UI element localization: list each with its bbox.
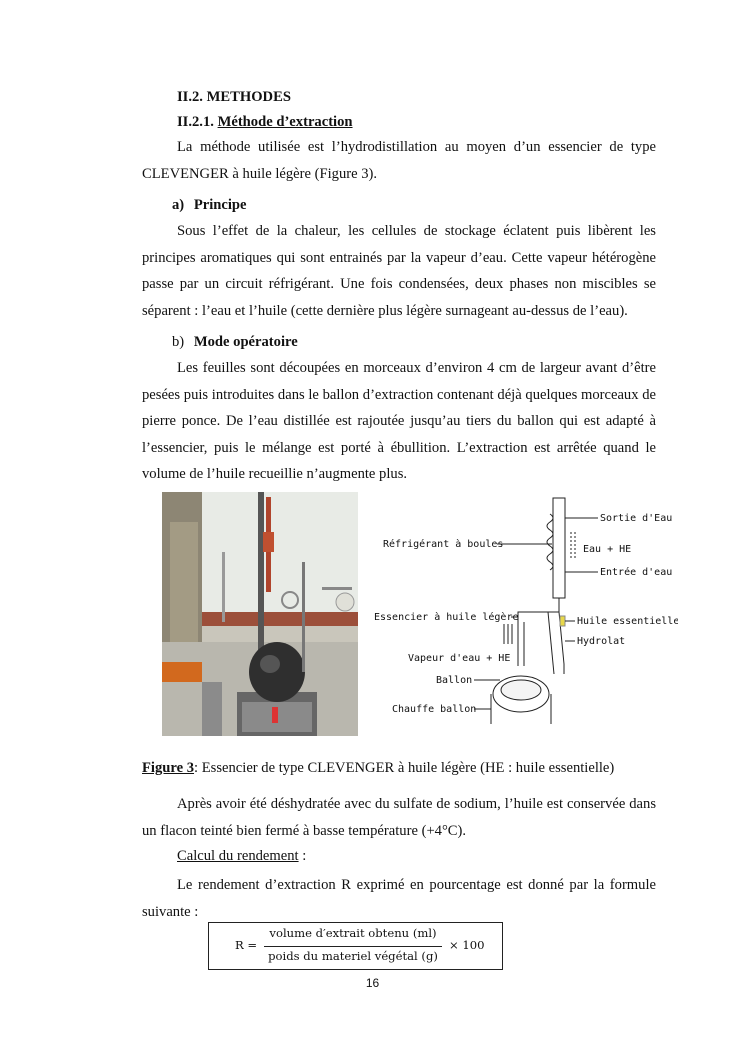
clevenger-diagram: [368, 494, 678, 724]
label-ballon: Ballon: [436, 675, 473, 686]
formula-numerator: volume d′extrait obtenu (ml): [269, 926, 437, 940]
section-heading: II.2. METHODES: [177, 89, 291, 105]
principe-title: Principe: [193, 197, 247, 213]
yield-formula-box: [208, 922, 503, 970]
rendement-title-suffix: :: [298, 848, 307, 864]
formula-lhs: R =: [235, 938, 258, 952]
clevenger-diagram-drawing: [368, 494, 678, 724]
label-huile-essentielle: Huile essentielle: [577, 616, 678, 627]
label-entree-eau: Entrée d'eau: [600, 567, 673, 578]
subsection-number: II.2.1.: [177, 114, 214, 130]
rendement-paragraph: Le rendement d’extraction R exprimé en pourcentage est donné par la formule suivante :: [142, 877, 656, 920]
page-number: 16: [365, 976, 380, 990]
label-vapeur: Vapeur d'eau + HE: [408, 653, 511, 664]
label-essencier: Essencier à huile légère: [374, 612, 519, 623]
label-eau-he: Eau + HE: [583, 544, 632, 555]
figure-caption-text: : Essencier de type CLEVENGER à huile légère (HE : huile essentielle): [194, 760, 615, 776]
mode-title: Mode opératoire: [193, 334, 298, 350]
principe-heading: [172, 197, 247, 214]
apparatus-photo: [162, 492, 358, 736]
label-hydrolat: Hydrolat: [577, 636, 626, 647]
label-refrigerant: Réfrigérant à boules: [383, 539, 504, 550]
conservation-paragraph: Après avoir été déshydratée avec du sulfate de sodium, l’huile est conservée dans un flacon teinté bien fermé à basse température (+4°C).: [142, 796, 656, 839]
condenser-coils: [547, 514, 553, 570]
intro-paragraph: La méthode utilisée est l’hydrodistillation au moyen d’un essencier de type CLEVENGER à huile légère (Figure 3).: [142, 139, 656, 182]
rendement-heading: [177, 848, 306, 865]
formula-fraction-bar: [264, 946, 442, 947]
principe-paragraph: Sous l’effet de la chaleur, les cellules de stockage éclatent puis libèrent les principes aromatiques qui sont entrainés par la vapeur d’eau. Cette vapeur hétérogène passe par un circuit réfrigérant. Une fois condensées, deux phases non miscibles se séparent : l’eau et l’huile (cette dernière plus légère surnageant au-dessus de l’eau).: [142, 223, 656, 319]
formula-multiplier: × 100: [449, 938, 485, 952]
subsection-title: Méthode d’extraction: [217, 114, 353, 130]
mode-heading: [172, 334, 298, 351]
rendement-title: Calcul du rendement: [177, 848, 299, 864]
mode-paragraph: Les feuilles sont découpées en morceaux d’environ 4 cm de largeur avant d’être pesées puis introduites dans le ballon d’extraction contenant déjà quelques morceaux de pierre ponce. De l’eau distillée est rajoutée jusqu’au tiers du ballon qui est adapté à l’essencier, puis le mélange est porté à ébullition. L’extraction est arrêtée quand le volume de l’huile recueillie n’augmente plus.: [142, 360, 656, 483]
figure-caption: [142, 760, 614, 777]
subsection-heading: [177, 114, 353, 131]
label-sortie-eau: Sortie d'Eau: [600, 513, 673, 524]
label-chauffe-ballon: Chauffe ballon: [392, 704, 477, 715]
apparatus-photo-drawing: [162, 492, 358, 736]
figure-label: Figure 3: [142, 760, 195, 776]
mode-marker: b): [172, 334, 185, 350]
condenser-tube: [553, 498, 565, 598]
formula-denominator: poids du materiel végétal (g): [268, 949, 438, 963]
principe-marker: a): [172, 197, 185, 213]
